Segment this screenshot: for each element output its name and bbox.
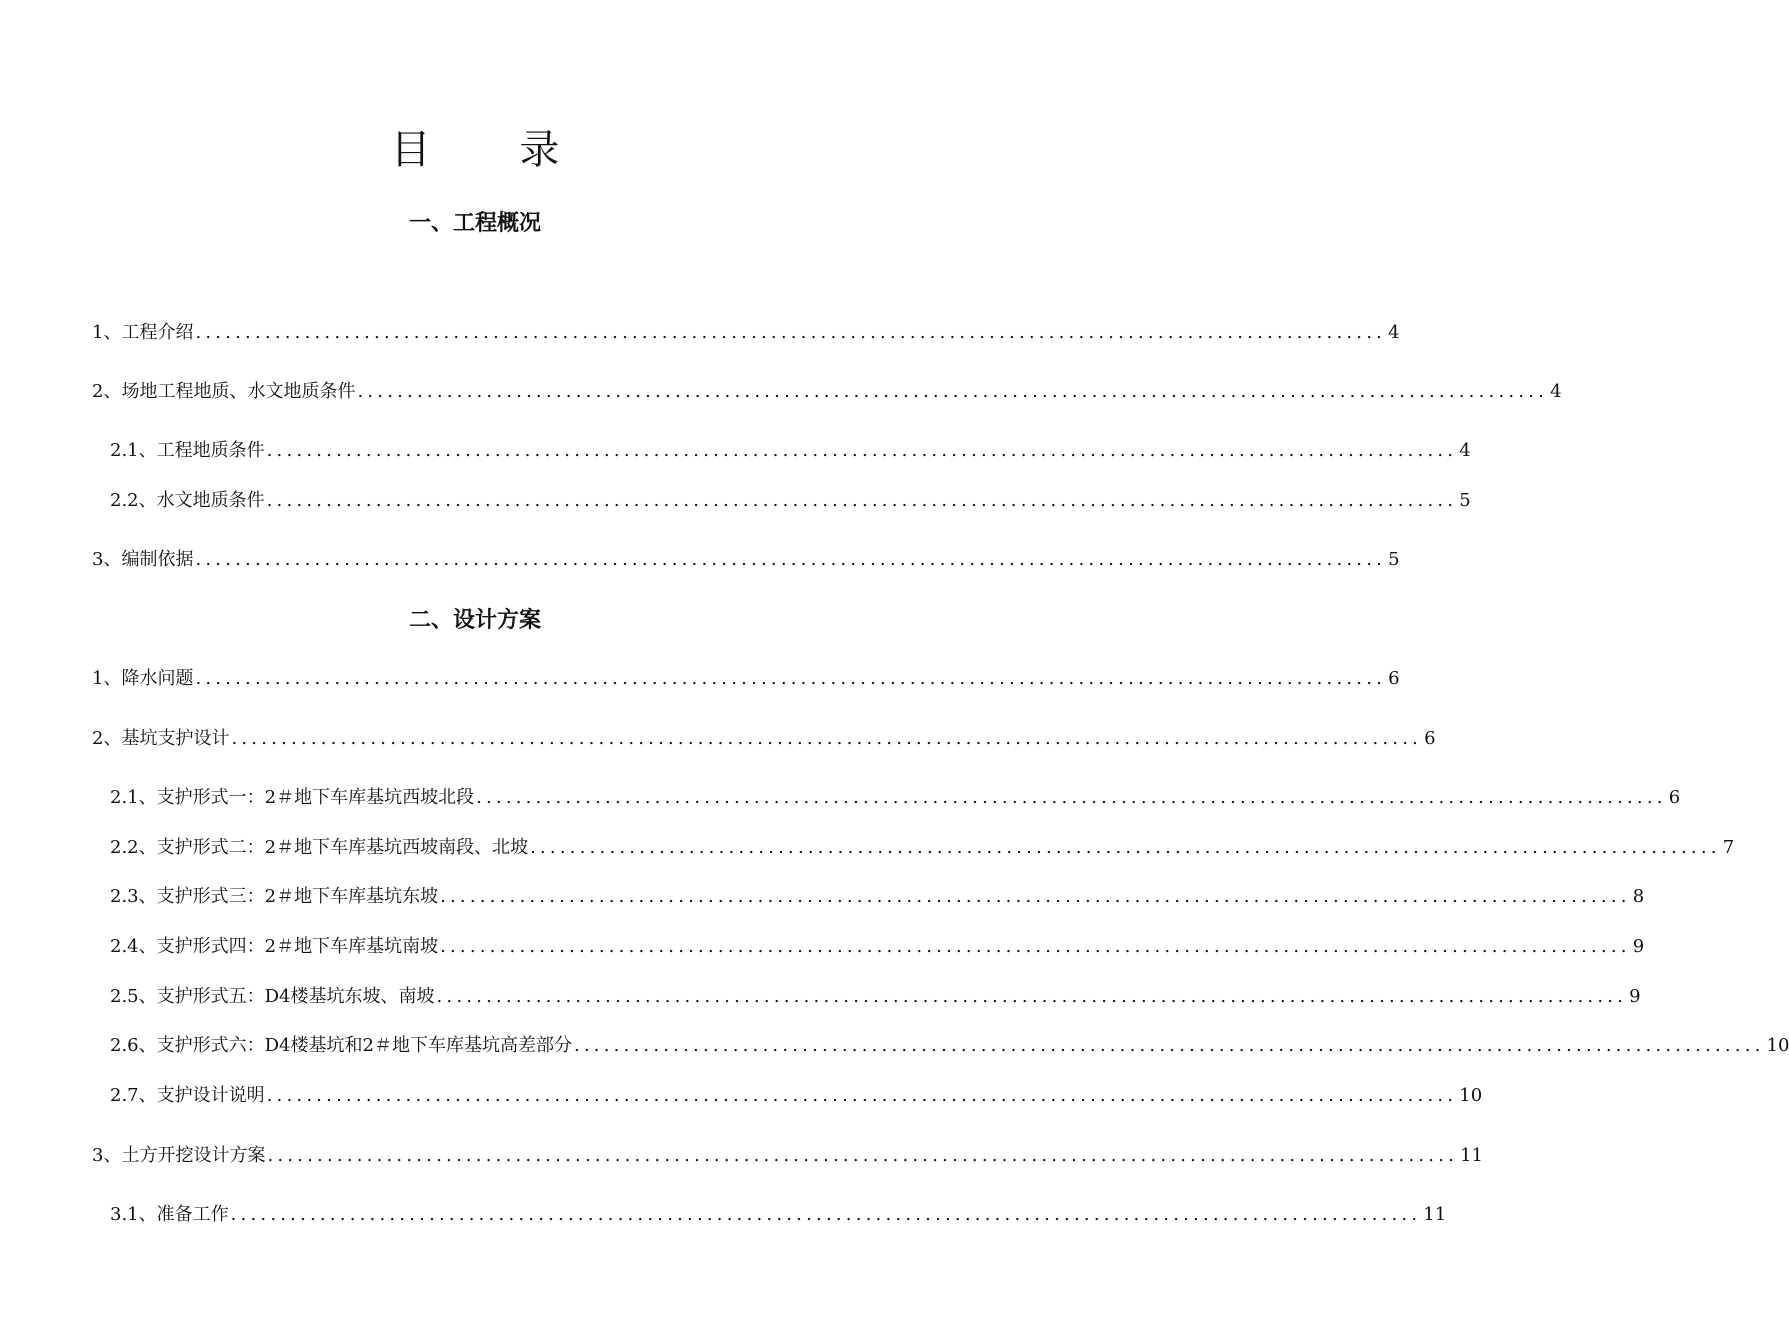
toc-entry[interactable] xyxy=(92,320,1400,346)
toc-entry[interactable] xyxy=(110,884,1645,910)
toc-entry-page: 6 xyxy=(1424,728,1436,749)
toc-entry-page: 4 xyxy=(1459,440,1471,461)
toc-entry[interactable] xyxy=(92,547,1400,573)
toc-entry[interactable] xyxy=(110,1202,1447,1228)
toc-entry-page: 9 xyxy=(1629,986,1641,1007)
toc-entry-page: 10 xyxy=(1459,1085,1483,1106)
toc-entry-label: 2.7、支护设计说明 xyxy=(110,1085,265,1106)
toc-entry-page: 4 xyxy=(1550,381,1562,402)
toc-entry-label: 2.4、支护形式四：2＃地下车库基坑南坡 xyxy=(110,936,439,957)
toc-entry-label: 3.1、准备工作 xyxy=(110,1204,229,1225)
toc-entry-label: 2.1、工程地质条件 xyxy=(110,440,265,461)
toc-entry-page: 9 xyxy=(1632,936,1645,957)
section-heading-design: 二、设计方案 xyxy=(408,607,541,633)
toc-entry-page: 6 xyxy=(1388,668,1400,689)
toc-leader: ........................................................................................................................ xyxy=(476,787,1667,808)
toc-leader: ........................................................................................................................ xyxy=(436,986,1628,1007)
toc-entry-page: 11 xyxy=(1460,1145,1483,1166)
toc-entry[interactable] xyxy=(110,1083,1483,1109)
toc-entry-label: 2.6、支护形式六：D4楼基坑和2＃地下车库基坑高差部分 xyxy=(110,1035,572,1056)
toc-leader: ........................................................................................................................ xyxy=(266,440,1458,461)
toc-entry-page: 7 xyxy=(1722,837,1735,858)
toc-entry-page: 4 xyxy=(1388,322,1400,343)
toc-leader: ........................................................................................................................ xyxy=(195,668,1387,689)
toc-leader: ........................................................................................................................ xyxy=(266,490,1458,511)
toc-leader: ........................................................................................................................ xyxy=(440,886,1631,907)
toc-entry[interactable] xyxy=(110,934,1645,960)
toc-entry-page: 6 xyxy=(1668,787,1681,808)
toc-entry[interactable] xyxy=(110,1033,1789,1059)
toc-entry-label: 1、工程介绍 xyxy=(92,322,194,343)
toc-entry-label: 1、降水问题 xyxy=(92,668,194,689)
toc-entry-page: 5 xyxy=(1388,549,1400,570)
toc-leader: ........................................................................................................................ xyxy=(530,837,1721,858)
toc-leader: ........................................................................................................................ xyxy=(267,1145,1459,1166)
toc-leader: ........................................................................................................................ xyxy=(440,936,1631,957)
toc-entry-label: 2.2、水文地质条件 xyxy=(110,490,265,511)
toc-entry-page: 5 xyxy=(1459,490,1471,511)
toc-entry-label: 3、编制依据 xyxy=(92,549,194,570)
toc-entry[interactable] xyxy=(92,379,1562,405)
toc-title: 目 录 xyxy=(390,127,598,173)
toc-entry-label: 2.2、支护形式二：2＃地下车库基坑西坡南段、北坡 xyxy=(110,837,529,858)
toc-entry[interactable] xyxy=(92,666,1400,692)
toc-entry[interactable] xyxy=(110,984,1641,1010)
toc-entry-page: 11 xyxy=(1423,1204,1447,1225)
toc-leader: ........................................................................................................................ xyxy=(357,381,1549,402)
toc-leader: ........................................................................................................................ xyxy=(195,549,1387,570)
toc-leader: ........................................................................................................................ xyxy=(230,1204,1422,1225)
toc-entry-label: 2、场地工程地质、水文地质条件 xyxy=(92,381,356,402)
toc-entry[interactable] xyxy=(110,785,1681,811)
toc-leader: ........................................................................................................................ xyxy=(573,1035,1765,1056)
toc-leader: ........................................................................................................................ xyxy=(195,322,1387,343)
toc-entry-page: 10 xyxy=(1766,1035,1789,1056)
toc-leader: ........................................................................................................................ xyxy=(266,1085,1458,1106)
toc-entry-label: 2.1、支护形式一：2＃地下车库基坑西坡北段 xyxy=(110,787,475,808)
toc-entry[interactable] xyxy=(92,1143,1483,1169)
toc-entry[interactable] xyxy=(110,488,1471,514)
toc-entry[interactable] xyxy=(110,835,1735,861)
toc-entry-label: 2.5、支护形式五：D4楼基坑东坡、南坡 xyxy=(110,986,435,1007)
toc-entry[interactable] xyxy=(92,726,1436,752)
section-heading-overview: 一、工程概况 xyxy=(408,210,541,236)
toc-entry-label: 3、土方开挖设计方案 xyxy=(92,1145,266,1166)
toc-entry-page: 8 xyxy=(1632,886,1645,907)
toc-entry-label: 2.3、支护形式三：2＃地下车库基坑东坡 xyxy=(110,886,439,907)
toc-entry[interactable] xyxy=(110,438,1471,464)
toc-entry-label: 2、基坑支护设计 xyxy=(92,728,230,749)
toc-leader: ........................................................................................................................ xyxy=(231,728,1423,749)
